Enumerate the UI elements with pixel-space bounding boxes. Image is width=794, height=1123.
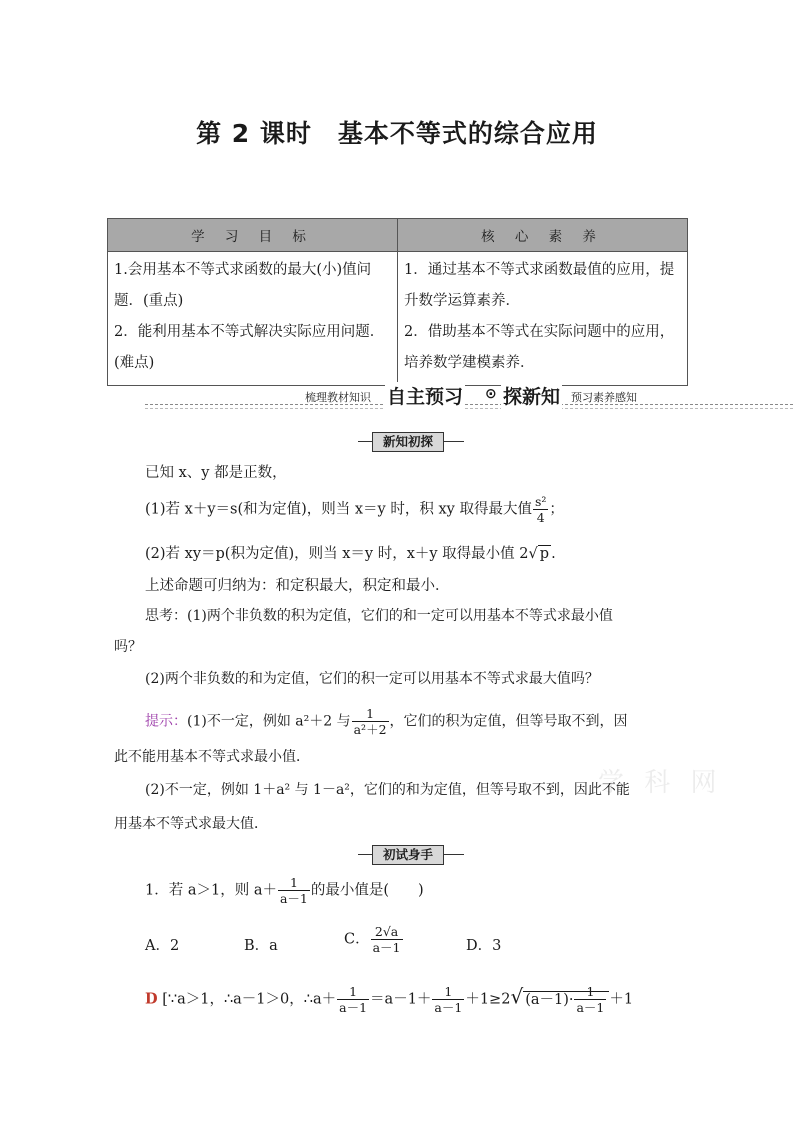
- section-try: [358, 845, 464, 865]
- fraction-denominator: a－1: [576, 1000, 605, 1015]
- hint-line-1: [145, 706, 628, 737]
- q1-text: 1．若 a＞1，则 a＋: [145, 882, 277, 899]
- proposition-1: [145, 494, 564, 525]
- q1-text: 的最小值是( ): [310, 882, 424, 899]
- fraction-denominator: a－1: [372, 940, 401, 955]
- prop2-end: .: [551, 546, 556, 562]
- option-b: B．a: [244, 938, 278, 954]
- fraction-denominator: a－1: [279, 891, 308, 906]
- answer-text: ＋1: [609, 991, 634, 1008]
- goal-item: 1.会用基本不等式求函数的最大(小)值问题．(重点): [114, 262, 372, 309]
- band-right-label: 预习素养感知: [571, 391, 637, 404]
- think-1-cont: 吗？: [114, 639, 142, 655]
- prop1-text: (1)若 x＋y＝s(和为定值)，则当 x＝y 时，积 xy 取得最大值: [145, 501, 532, 518]
- section-label: 新知初探: [372, 432, 444, 452]
- answer-text: ＝a－1＋: [370, 991, 432, 1008]
- fraction-numerator: s²: [534, 494, 547, 509]
- question-1: [145, 875, 424, 906]
- answer-letter: D: [145, 990, 158, 1008]
- hint-text: ，它们的积为定值，但等号取不到，因: [389, 713, 628, 730]
- answer-text: [∵a＞1，∴a－1＞0，∴a＋: [162, 991, 337, 1008]
- hint-label: 提示：: [145, 713, 187, 730]
- summary-line: 上述命题可归纳为：和定积最大，积定和最小．: [145, 578, 450, 594]
- goals-cell: [108, 252, 398, 386]
- fraction-numerator: 1: [289, 875, 298, 890]
- fraction: [574, 984, 606, 1015]
- fraction-denominator: a－1: [434, 1000, 463, 1015]
- option-a: A．2: [145, 938, 180, 954]
- fraction: [278, 875, 310, 906]
- sqrt-radicand: [523, 984, 609, 1015]
- answer-line: D [∵a＞1，∴a－1＞0，∴a＋ $\frac{1}{a-1}$ ＝a－1＋ $\frac{1}{a-1}$ ＋1≥2√ (a－1)· $\frac{1}{a-1}$ ＋1: [145, 984, 634, 1015]
- objectives-table: [107, 218, 688, 386]
- known-line: 已知 x、y 都是正数，: [145, 465, 287, 481]
- literacy-item: 1．通过基本不等式求函数最值的应用，提升数学运算素养．: [404, 262, 675, 309]
- fraction: [371, 924, 403, 955]
- hint-line-3: (2)不一定，例如 1＋a² 与 1－a²，它们的和为定值，但等号取不到，因此不能: [145, 782, 630, 798]
- answer-text: ＋1≥2: [465, 991, 511, 1008]
- hint-line-2: 此不能用基本不等式求最小值．: [114, 749, 310, 765]
- literacy-cell: [398, 252, 688, 386]
- hint-text: (1)不一定，例如 a²＋2 与: [187, 713, 351, 730]
- section-new-knowledge: [358, 432, 464, 452]
- think-2: (2)两个非负数的和为定值，它们的积一定可以用基本不等式求最大值吗？: [145, 671, 599, 687]
- fraction: [352, 706, 389, 737]
- section-band: [145, 382, 793, 412]
- fraction-denominator: a²＋2: [353, 722, 387, 737]
- fraction-numerator: 2√a: [374, 924, 399, 939]
- section-label: 初试身手: [372, 845, 444, 865]
- band-title-2: 探新知: [501, 382, 562, 409]
- hint-line-4: 用基本不等式求最大值．: [114, 816, 268, 832]
- think-1: 思考：(1)两个非负数的积为定值，它们的和一定可以用基本不等式求最小值: [145, 608, 613, 624]
- fraction-numerator: 1: [366, 706, 375, 721]
- band-rule: [145, 404, 793, 409]
- fraction-numerator: 1: [586, 984, 595, 999]
- option-c-label: C．: [344, 931, 370, 948]
- fraction-numerator: 1: [444, 984, 453, 999]
- sqrt-radicand: p: [539, 546, 550, 562]
- option-c: [344, 924, 404, 955]
- band-title-1: 自主预习: [385, 382, 465, 409]
- fraction-numerator: 1: [349, 984, 358, 999]
- goal-item: 2．能利用基本不等式解决实际应用问题．(难点): [114, 324, 385, 371]
- fraction-denominator: a－1: [339, 1000, 368, 1015]
- band-left-label: 梳理教材知识: [305, 391, 371, 404]
- arrow-icon: ⊙: [485, 386, 497, 402]
- sqrt-term: (a－1)·: [525, 991, 574, 1008]
- page-title: 第 2 课时 基本不等式的综合应用: [196, 119, 598, 148]
- fraction: [337, 984, 369, 1015]
- fraction: [533, 494, 548, 525]
- fraction: [432, 984, 464, 1015]
- option-d: D．3: [466, 938, 502, 954]
- prop2-text: (2)若 xy＝p(积为定值)，则当 x＝y 时，x＋y 取得最小值 2: [145, 546, 529, 562]
- prop1-end: ；: [549, 501, 564, 518]
- literacy-item: 2．借助基本不等式在实际问题中的应用，培养数学建模素养．: [404, 324, 675, 371]
- watermark: 学 科 网: [598, 768, 723, 798]
- proposition-2: (2)若 xy＝p(积为定值)，则当 x＝y 时，x＋y 取得最小值 2√ p .: [145, 546, 556, 562]
- fraction-denominator: 4: [533, 509, 548, 525]
- header-literacy: 核 心 素 养: [398, 219, 688, 252]
- header-goals: 学 习 目 标: [108, 219, 398, 252]
